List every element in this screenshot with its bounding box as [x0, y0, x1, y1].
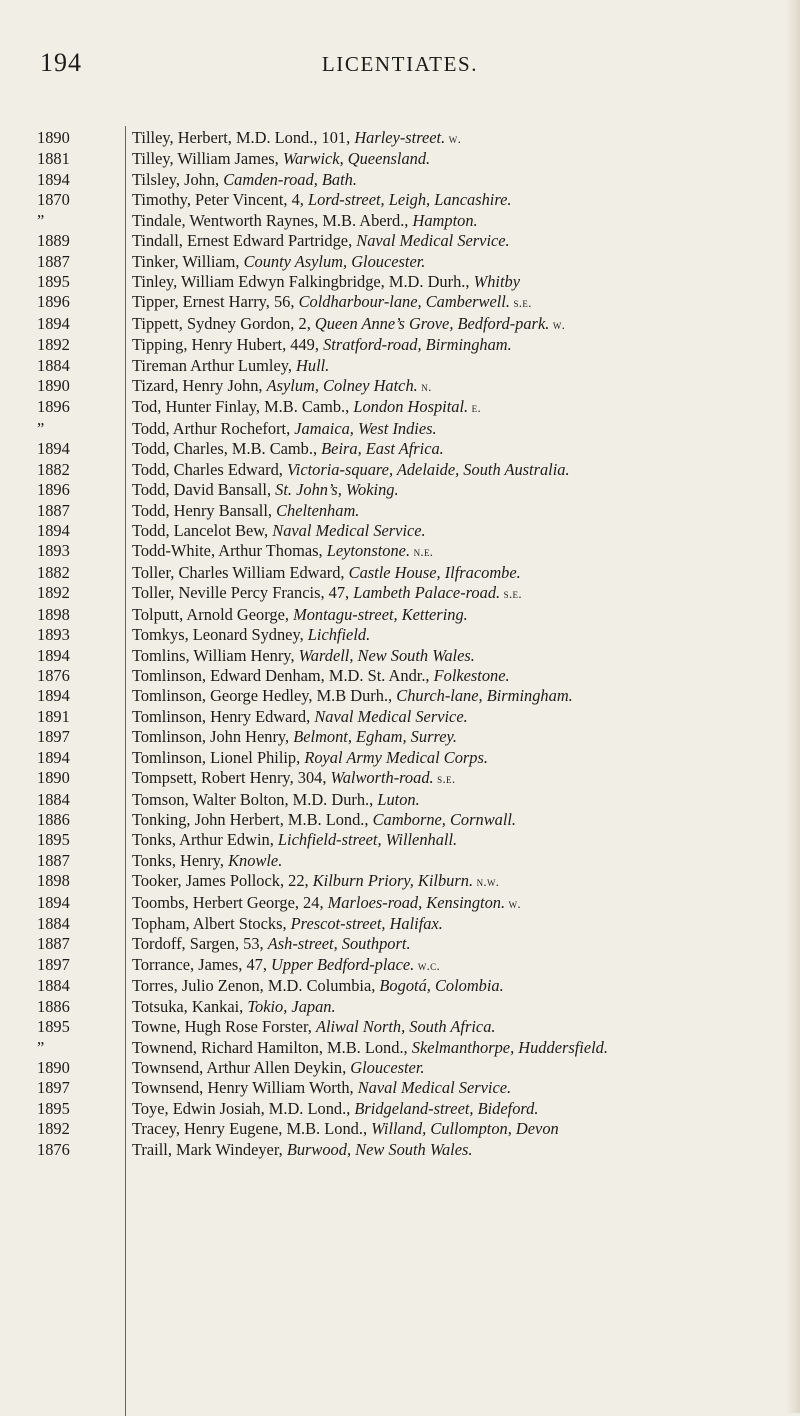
entry-name: Tomkys, Leonard Sydney,	[132, 625, 308, 645]
entry-address: Upper Bedford-place.	[271, 954, 415, 974]
entry-address: Bridgeland-street, Bideford.	[354, 1098, 539, 1118]
entry-name: Tipping, Henry Hubert, 449,	[132, 335, 324, 355]
entry-name: Tod, Hunter Finlay, M.B. Camb.,	[132, 397, 354, 417]
list-item	[0, 376, 800, 397]
entry-year: 1886	[37, 996, 70, 1016]
list-item	[0, 356, 800, 376]
entry-address: Camden-road, Bath.	[223, 169, 357, 189]
entry-name: Tilley, Herbert, M.D. Lond., 101,	[132, 128, 355, 147]
entry-name: Tipper, Ernest Harry, 56,	[132, 292, 299, 312]
entry-text	[107, 666, 794, 686]
entry-text	[107, 231, 794, 251]
entry-address: Cheltenham.	[276, 500, 360, 520]
list-item	[0, 501, 800, 521]
entry-address: Harley-street.	[354, 128, 446, 147]
entry-year: 1897	[37, 727, 70, 747]
entry-address: Queen Anne’s Grove, Bedford-park.	[314, 313, 550, 333]
entry-year: 1892	[37, 1119, 70, 1139]
entry-address: Lichfield.	[307, 625, 371, 645]
entry-name: Tireman Arthur Lumley,	[132, 355, 297, 375]
list-item	[0, 934, 800, 954]
entry-year: 1892	[37, 583, 70, 603]
entry-year: 1896	[37, 480, 70, 500]
list-item	[0, 955, 800, 976]
list-item	[0, 914, 800, 934]
entry-year: ”	[37, 418, 45, 438]
list-item	[0, 686, 800, 706]
entry-address: Castle House, Ilfracombe.	[348, 562, 521, 582]
entry-text	[107, 128, 794, 149]
entry-postal-district: w.	[445, 131, 462, 146]
entry-text	[107, 914, 794, 934]
entry-text	[107, 1099, 794, 1119]
entry-address: London Hospital.	[353, 397, 469, 417]
entry-address: Lord-street, Leigh, Lancashire.	[307, 190, 512, 210]
entry-name: Tracey, Henry Eugene, M.B. Lond.,	[132, 1119, 372, 1139]
entry-text	[107, 851, 794, 871]
entry-address: Hampton.	[412, 210, 478, 230]
list-item	[0, 480, 800, 500]
entry-text	[107, 460, 794, 480]
entry-address: Royal Army Medical Corps.	[304, 747, 488, 767]
list-item	[0, 871, 800, 892]
list-item	[0, 625, 800, 645]
entry-year: 1894	[37, 747, 70, 767]
entry-year: 1895	[37, 830, 70, 850]
entry-address: Camborne, Cornwall.	[372, 809, 517, 829]
entry-text	[107, 934, 794, 954]
entry-year: 1876	[37, 1139, 70, 1159]
entry-address: Gloucester.	[350, 1057, 425, 1077]
entry-name: Townend, Richard Hamilton, M.B. Lond.,	[132, 1037, 412, 1057]
list-item	[0, 211, 800, 231]
list-item	[0, 646, 800, 666]
list-item	[0, 893, 800, 914]
entry-text	[107, 1017, 794, 1037]
entry-name: Tonks, Henry,	[132, 850, 229, 870]
entry-text	[107, 646, 794, 666]
entry-name: Tilsley, John,	[132, 169, 224, 189]
entry-address: Jamaica, West Indies.	[294, 418, 437, 438]
list-item	[0, 666, 800, 686]
entry-year: 1890	[37, 128, 70, 147]
entry-name: Tonks, Arthur Edwin,	[132, 830, 278, 850]
list-item	[0, 397, 800, 418]
entry-text	[107, 1078, 794, 1098]
entry-year: 1895	[37, 1098, 70, 1118]
list-item	[0, 1099, 800, 1119]
entry-year: 1897	[37, 954, 70, 974]
entry-postal-district: n.w.	[473, 874, 500, 890]
entry-year: 1894	[37, 521, 70, 541]
entry-address: County Asylum, Gloucester.	[243, 251, 426, 271]
entry-name: Tinley, William Edwyn Falkingbridge, M.D. Durh.,	[132, 271, 474, 291]
list-item	[0, 1078, 800, 1098]
entry-address: Ash-street, Southport.	[267, 934, 411, 954]
entry-text	[107, 1119, 794, 1139]
entry-text	[107, 893, 794, 914]
entry-address: Knowle.	[228, 850, 283, 870]
list-item	[0, 170, 800, 190]
entry-text	[107, 768, 794, 789]
entry-year: 1894	[37, 313, 70, 333]
entry-year: 1890	[37, 1057, 70, 1077]
entry-postal-district: w.c.	[414, 957, 441, 973]
entry-year: 1890	[37, 768, 70, 788]
entry-text	[107, 211, 794, 231]
entry-address: Warwick, Queensland.	[282, 149, 431, 169]
entry-year: 1882	[37, 562, 70, 582]
list-item	[0, 748, 800, 768]
entry-name: Tonking, John Herbert, M.B. Lond.,	[132, 809, 373, 829]
entry-text	[107, 976, 794, 996]
entry-year: 1895	[37, 271, 70, 291]
entry-name: Towne, Hugh Rose Forster,	[132, 1017, 316, 1037]
entry-year: 1895	[37, 1017, 70, 1037]
entry-text	[107, 541, 794, 562]
entry-year: 1894	[37, 892, 70, 912]
entry-address: Luton.	[377, 789, 420, 809]
entry-year: 1893	[37, 625, 70, 645]
list-item	[0, 790, 800, 810]
list-item	[0, 1038, 800, 1058]
entry-address: Bogotá, Colombia.	[379, 976, 504, 996]
entry-year: 1894	[37, 686, 70, 706]
entry-year: 1892	[37, 335, 70, 355]
entry-text	[107, 480, 794, 500]
entry-name: Tomlins, William Henry,	[132, 645, 299, 665]
entry-postal-district: s.e.	[433, 771, 456, 787]
entry-address: Naval Medical Service.	[357, 1078, 512, 1098]
entry-name: Todd-White, Arthur Thomas,	[132, 541, 327, 561]
entry-year: 1870	[37, 190, 70, 210]
entry-name: Totsuka, Kankai,	[132, 996, 248, 1016]
list-item	[0, 1119, 800, 1139]
entry-text	[107, 955, 794, 976]
entry-address: Whitby	[473, 271, 520, 291]
entry-text	[107, 583, 794, 604]
entry-text	[107, 563, 794, 583]
entry-address: Folkestone.	[433, 665, 510, 685]
entry-year: 1889	[37, 231, 70, 251]
entry-text	[107, 439, 794, 459]
entry-year: 1884	[37, 914, 70, 934]
entry-postal-district: s.e.	[500, 586, 522, 602]
entry-postal-district: n.	[417, 379, 432, 395]
entry-postal-district: w.	[505, 895, 521, 911]
entry-address: Wardell, New South Wales.	[298, 645, 475, 665]
entry-text	[107, 356, 794, 376]
entry-text	[107, 419, 794, 439]
entry-text	[107, 149, 794, 169]
entry-name: Toller, Charles William Edward,	[132, 562, 349, 582]
entry-name: Toombs, Herbert George, 24,	[132, 892, 328, 912]
entry-list	[0, 128, 800, 1160]
entry-text	[107, 170, 794, 190]
list-item	[0, 272, 800, 292]
list-item	[0, 707, 800, 727]
list-item	[0, 149, 800, 169]
list-item	[0, 851, 800, 871]
entry-text	[107, 686, 794, 706]
entry-name: Todd, Lancelot Bew,	[132, 521, 273, 541]
entry-name: Tolputt, Arnold George,	[132, 604, 294, 624]
list-item	[0, 292, 800, 313]
entry-address: Coldharbour-lane, Camberwell.	[298, 292, 510, 312]
entry-address: Church-lane, Birmingham.	[396, 686, 573, 706]
entry-name: Topham, Albert Stocks,	[132, 914, 291, 934]
list-item	[0, 605, 800, 625]
entry-address: Willand, Cullompton, Devon	[371, 1119, 559, 1139]
entry-text	[107, 1140, 794, 1160]
entry-name: Tindall, Ernest Edward Partridge,	[132, 231, 357, 251]
entry-year: 1876	[37, 665, 70, 685]
list-item	[0, 335, 800, 355]
entry-year: 1884	[37, 355, 70, 375]
entry-address: Marloes-road, Kensington.	[327, 892, 506, 912]
entry-name: Tomlinson, George Hedley, M.B Durh.,	[132, 686, 397, 706]
entry-year: 1897	[37, 1078, 70, 1098]
entry-name: Todd, Arthur Rochefort,	[132, 418, 295, 438]
list-item	[0, 563, 800, 583]
entry-address: Naval Medical Service.	[356, 231, 510, 251]
entry-postal-district: w.	[549, 316, 566, 332]
entry-year: 1896	[37, 397, 70, 417]
entry-year: 1894	[37, 645, 70, 665]
entry-name: Townsend, Arthur Allen Deykin,	[132, 1057, 351, 1077]
list-item	[0, 830, 800, 850]
list-item	[0, 439, 800, 459]
entry-name: Timothy, Peter Vincent, 4,	[132, 190, 308, 210]
entry-address: Burwood, New South Wales.	[286, 1139, 473, 1159]
entry-address: St. John’s, Woking.	[275, 480, 399, 500]
list-item	[0, 419, 800, 439]
entry-name: Todd, Charles Edward,	[132, 459, 287, 479]
list-item	[0, 976, 800, 996]
entry-address: Walworth-road.	[330, 768, 434, 788]
entry-name: Tomson, Walter Bolton, M.D. Durh.,	[132, 789, 378, 809]
entry-name: Tordoff, Sargen, 53,	[132, 934, 268, 954]
entry-text	[107, 292, 794, 313]
page-number: 194	[40, 48, 82, 77]
entry-address: Beira, East Africa.	[321, 439, 444, 459]
entry-address: Naval Medical Service.	[314, 706, 468, 726]
entry-year: 1896	[37, 292, 70, 312]
entry-text	[107, 790, 794, 810]
list-item	[0, 231, 800, 251]
entry-year: 1894	[37, 169, 70, 189]
entry-text	[107, 625, 794, 645]
entry-year: 1884	[37, 789, 70, 809]
entry-name: Townsend, Henry William Worth,	[132, 1078, 358, 1098]
entry-text	[107, 501, 794, 521]
entry-name: Tooker, James Pollock, 22,	[132, 871, 313, 891]
entry-address: Tokio, Japan.	[247, 996, 336, 1016]
entry-year: 1887	[37, 850, 70, 870]
entry-text	[107, 1038, 794, 1058]
list-item	[0, 727, 800, 747]
entry-name: Todd, Henry Bansall,	[132, 500, 277, 520]
entry-year: 1898	[37, 604, 70, 624]
entry-name: Tomlinson, Henry Edward,	[132, 706, 315, 726]
entry-text	[107, 190, 794, 210]
entry-name: Torres, Julio Zenon, M.D. Columbia,	[132, 976, 380, 996]
entry-year: 1890	[37, 376, 70, 396]
entry-year: 1894	[37, 439, 70, 459]
entry-text	[107, 605, 794, 625]
entry-name: Todd, David Bansall,	[132, 480, 276, 500]
entry-address: Leytonstone.	[326, 541, 411, 561]
entry-address: Prescot-street, Halifax.	[290, 914, 443, 934]
entry-address: Belmont, Egham, Surrey.	[293, 727, 457, 747]
entry-text	[107, 727, 794, 747]
entry-address: Asylum, Colney Hatch.	[266, 376, 418, 396]
entry-text	[107, 707, 794, 727]
entry-text	[107, 335, 794, 355]
list-item	[0, 997, 800, 1017]
entry-text	[107, 314, 794, 335]
entry-postal-district: s.e.	[509, 295, 532, 311]
entry-year: 1893	[37, 541, 70, 561]
page-edge-shadow	[786, 0, 800, 1413]
entry-text	[107, 748, 794, 768]
entry-year: 1886	[37, 809, 70, 829]
entry-year: 1887	[37, 500, 70, 520]
entry-address: Hull.	[296, 355, 330, 375]
entry-year: ”	[37, 210, 45, 230]
entry-year: 1898	[37, 871, 70, 891]
entry-text	[107, 376, 794, 397]
running-title: LICENTIATES.	[321, 52, 479, 76]
entry-name: Tinker, William,	[132, 251, 244, 271]
entry-address: Montagu-street, Kettering.	[293, 604, 468, 624]
entry-name: Tilley, William James,	[132, 149, 283, 169]
entry-text	[107, 810, 794, 830]
entry-year: 1887	[37, 251, 70, 271]
entry-address: Aliwal North, South Africa.	[315, 1017, 496, 1037]
entry-text	[107, 1058, 794, 1078]
entry-year: 1887	[37, 934, 70, 954]
entry-year: 1882	[37, 459, 70, 479]
entry-year: 1884	[37, 976, 70, 996]
entry-year: 1881	[37, 149, 70, 169]
list-item	[0, 583, 800, 604]
entry-name: Tindale, Wentworth Raynes, M.B. Aberd.,	[132, 210, 413, 230]
entry-text	[107, 397, 794, 418]
list-item	[0, 810, 800, 830]
entry-name: Tizard, Henry John,	[132, 376, 267, 396]
entry-text	[107, 521, 794, 541]
entry-address: Naval Medical Service.	[272, 521, 426, 541]
entry-text	[107, 272, 794, 292]
list-item	[0, 1017, 800, 1037]
entry-year: ”	[37, 1037, 45, 1057]
list-item	[0, 521, 800, 541]
list-item	[0, 252, 800, 272]
list-item	[0, 314, 800, 335]
list-item	[0, 1058, 800, 1078]
entry-name: Traill, Mark Windeyer,	[132, 1139, 287, 1159]
list-item	[0, 190, 800, 210]
entry-postal-district: e.	[468, 400, 482, 416]
entry-address: Stratford-road, Birmingham.	[323, 335, 512, 355]
entry-name: Tippett, Sydney Gordon, 2,	[132, 313, 315, 333]
entry-text	[107, 997, 794, 1017]
entry-year: 1891	[37, 706, 70, 726]
entry-address: Victoria-square, Adelaide, South Australia.	[286, 459, 570, 479]
entry-text	[107, 871, 794, 892]
list-item	[0, 768, 800, 789]
entry-address: Kilburn Priory, Kilburn.	[312, 871, 474, 891]
entry-text	[107, 252, 794, 272]
list-item	[0, 460, 800, 480]
entry-name: Todd, Charles, M.B. Camb.,	[132, 439, 322, 459]
entry-address: Lambeth Palace-road.	[353, 583, 501, 603]
entry-name: Tomlinson, John Henry,	[132, 727, 294, 747]
entry-text	[107, 830, 794, 850]
entry-address: Skelmanthorpe, Huddersfield.	[411, 1037, 608, 1057]
entry-name: Toye, Edwin Josiah, M.D. Lond.,	[132, 1098, 355, 1118]
entry-name: Tomlinson, Edward Denham, M.D. St. Andr.,	[132, 665, 434, 685]
list-item	[0, 541, 800, 562]
list-item	[0, 1140, 800, 1160]
entry-name: Torrance, James, 47,	[132, 954, 272, 974]
entry-name: Toller, Neville Percy Francis, 47,	[132, 583, 354, 603]
list-item	[0, 128, 800, 149]
entry-name: Tomlinson, Lionel Philip,	[132, 747, 305, 767]
entry-postal-district: n.e.	[410, 544, 434, 560]
entry-address: Lichfield-street, Willenhall.	[277, 830, 458, 850]
entry-name: Tompsett, Robert Henry, 304,	[132, 768, 331, 788]
